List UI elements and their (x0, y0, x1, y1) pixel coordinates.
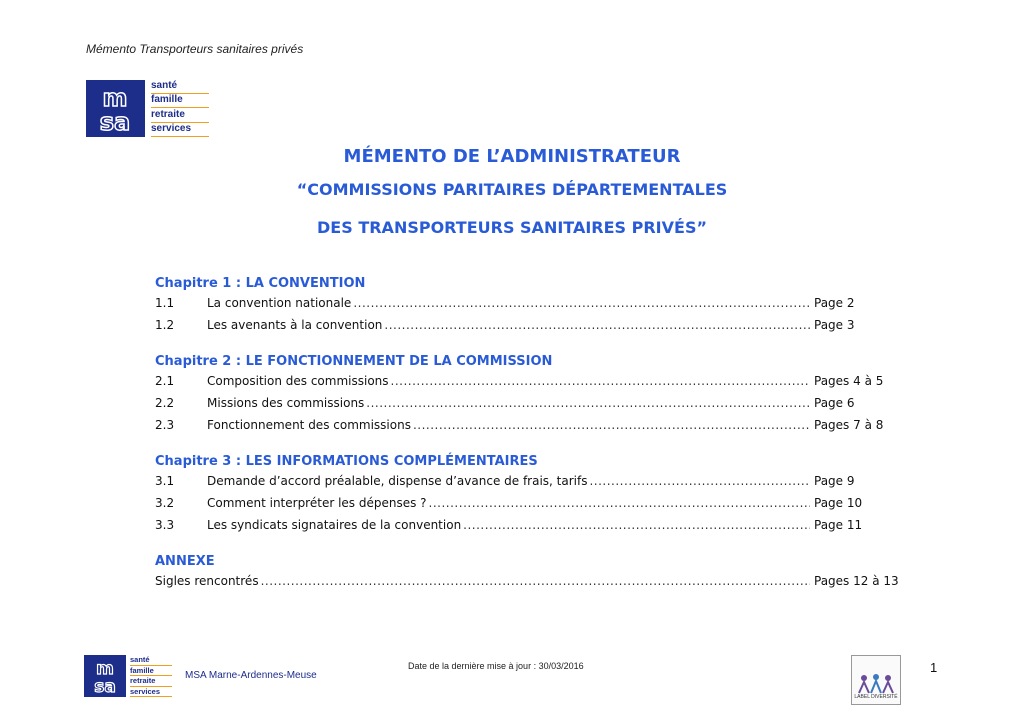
toc-entry (155, 317, 890, 339)
entry-label: Composition des commissions (207, 374, 389, 388)
logo-word: services (130, 687, 172, 698)
logo-word: famille (151, 94, 209, 108)
dot-leader (366, 395, 810, 411)
dot-leader (353, 295, 810, 311)
document-subtitle-line-2: DES TRANSPORTEURS SANITAIRES PRIVÉS” (317, 218, 707, 237)
document-title: MÉMENTO DE L’ADMINISTRATEUR (343, 146, 681, 167)
logo-word: retraite (130, 676, 172, 687)
msa-logo (86, 80, 209, 137)
entry-number: 3.3 (155, 518, 175, 532)
toc-entry (155, 417, 890, 439)
entry-page: Page 10 (814, 496, 863, 510)
svg-text:sa: sa (99, 108, 131, 135)
entry-number: 2.3 (155, 418, 175, 432)
entry-page: Pages 7 à 8 (814, 418, 884, 432)
entry-label: Les syndicats signataires de la convention (207, 518, 462, 532)
svg-text:m: m (102, 84, 128, 112)
people-icon (856, 673, 896, 695)
dot-leader (384, 317, 810, 333)
entry-number: 1.1 (155, 296, 175, 310)
logo-word: santé (130, 655, 172, 666)
entry-number: 3.2 (155, 496, 175, 510)
dot-leader (391, 373, 810, 389)
entry-number: 3.1 (155, 474, 175, 488)
table-of-contents (155, 276, 899, 593)
chapter-heading: Chapitre 2 : LE FONCTIONNEMENT DE LA COMMISSION (155, 354, 553, 369)
toc-entry (155, 495, 890, 517)
document-subtitle-line-1: “COMMISSIONS PARITAIRES DÉPARTEMENTALES (296, 180, 728, 199)
diversity-label-text: LABEL DIVERSITÉ (854, 693, 898, 700)
svg-text:sa: sa (94, 677, 116, 696)
page-number: 1 (930, 660, 938, 675)
running-header: Mémento Transporteurs sanitaires privés (86, 42, 304, 56)
entry-page: Page 6 (814, 396, 855, 410)
chapter-heading: Chapitre 3 : LES INFORMATIONS COMPLÉMENTAIRES (155, 454, 538, 469)
logo-word: famille (130, 666, 172, 677)
dot-leader (413, 417, 810, 433)
msa-logo-mark (86, 80, 145, 137)
entry-label: Comment interpréter les dépenses ? (207, 496, 427, 510)
dot-leader (429, 495, 810, 511)
msa-footer-logo (84, 655, 172, 697)
toc-entry (155, 573, 899, 593)
logo-word: retraite (151, 109, 209, 123)
entry-page: Page 2 (814, 296, 855, 310)
logo-word: services (151, 123, 209, 137)
dot-leader (463, 517, 810, 533)
entry-number: 2.2 (155, 396, 175, 410)
entry-number: 1.2 (155, 318, 175, 332)
entry-page: Page 3 (814, 318, 855, 332)
entry-page: Page 9 (814, 474, 855, 488)
toc-entry (155, 473, 890, 495)
logo-tagline (130, 655, 172, 697)
entry-label: Missions des commissions (207, 396, 365, 410)
toc-entry (155, 373, 890, 395)
entry-label: La convention nationale (207, 296, 352, 310)
entry-page: Page 11 (814, 518, 863, 532)
entry-number: 2.1 (155, 374, 175, 388)
toc-entry (155, 395, 890, 417)
entry-label: Sigles rencontrés (155, 574, 259, 588)
last-update-date: Date de la dernière mise à jour : 30/03/2016 (408, 661, 584, 671)
dot-leader (589, 473, 810, 489)
footer-organization: MSA Marne-Ardennes-Meuse (185, 670, 317, 681)
logo-word: santé (151, 80, 209, 94)
logo-tagline (151, 80, 209, 137)
entry-page: Pages 4 à 5 (814, 374, 884, 388)
msa-logo-mark (84, 655, 126, 697)
toc-entry (155, 295, 890, 317)
entry-page: Pages 12 à 13 (814, 574, 899, 588)
entry-label: Les avenants à la convention (207, 318, 383, 332)
entry-label: Demande d’accord préalable, dispense d’avance de frais, tarifs (207, 474, 588, 488)
entry-label: Fonctionnement des commissions (207, 418, 411, 432)
diversity-label-badge (851, 655, 901, 705)
svg-text:m: m (96, 659, 114, 679)
chapter-heading: Chapitre 1 : LA CONVENTION (155, 276, 366, 291)
annex-heading: ANNEXE (155, 554, 215, 569)
toc-entry (155, 517, 890, 539)
dot-leader (261, 573, 810, 589)
